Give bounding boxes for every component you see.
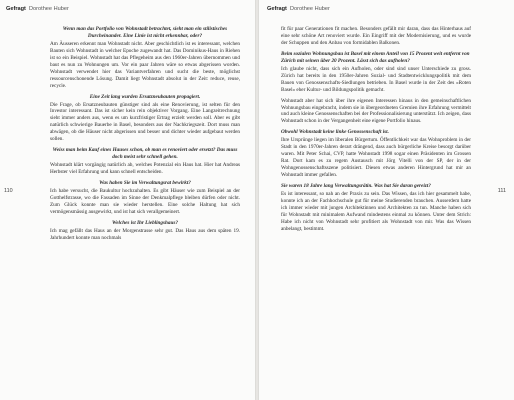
- answer-paragraph: fit für paar Generationen fit machen. Besonders gefällt mir daran, dass das Hinterhaus auf eine sehr schöne Art renoviert wurde. Ein Eingriff mit der Modernisierung, und es wurde der Schuppen und den Anbau von formidablen Balkonen.: [281, 26, 471, 46]
- answer-paragraph: Wohnstadt aber hat sich über ihre eigenen Interessen hinaus in den gemeinschaftlichen Wohnungsbau eingebracht, indem sie in übergeordneten Gremien ihre Erfahrung vermittelt und auch kleine Genossenschaften bei der Professionalisierung unterstützt. Ich zeigen, dass Wohnstadt schon in der Vergangenheit eine eigene Portfolio hinaus.: [281, 97, 471, 125]
- page-number-left: 110: [4, 188, 13, 194]
- page-number-right: 111: [497, 188, 506, 194]
- left-page: [0, 0, 255, 400]
- interview-question: Weiss man beim Kauf eines Hauses schon, ob man es renoviert oder ersetzt? Das muss doch meist sehr schnell gehen.: [52, 147, 238, 161]
- running-header-right: [267, 6, 330, 12]
- answer-paragraph: Ihre Ursprünge liegen im liberalen Bürgertum. Öffentlichkeit war das Wohnproblem in der Stadt in den 1970er-Jahren derart drängend, dass auch bürgerliche Kreise besorgt darüber waren. Mit Peter Schai, CVP, hatte Wohnstadt 1998 sogar einen Präsidenten im Grossen Rat. Dort kam es zu regem Austausch mit Jörg Vitelli von der SP, der in der Wohngenossenschaftsszene politisiert. Diesen etwas anderen Hintergrund hat mir an Wohnstadt immer gefallen.: [281, 137, 471, 179]
- answer-paragraph: Ich glaube nicht, dass sich ein Aufholen, oder sind sind unser Unterschiede zu gross. Zürich hat bereits in den 1950er-Jahren Sozial- und Stadtentwicklungspolitik mit dem Bauen von Genossenschafts-Siedlungen betrieben. In Basel wurde in der Zeit des «Roten Basel» eher Kultur- und Bildungspolitik gemacht.: [281, 65, 471, 93]
- text-column-right: [281, 26, 471, 237]
- interview-question: Eine Zeit lang wurden Ersatzneubauten propagiert.: [89, 93, 201, 100]
- answer-paragraph: Wohnstadt klärt vorgängig natürlich ab, welches Potenzial ein Haus hat. Hier hat Andreas Herbster viel Erfahrung und kann schnell entscheiden.: [50, 162, 240, 176]
- interview-question: Was haben Sie im Verwaltungsrat bewirkt?: [99, 180, 191, 187]
- text-column-left: [50, 26, 240, 246]
- right-page: [259, 0, 514, 400]
- header-section-label: Gefragt: [6, 6, 26, 12]
- interview-question: Beim sozialen Wohnungsbau ist Basel mit einem Anteil von 15 Prozent weit entfernt von Zürich mit seinen über 20 Prozent. Lässt sich das aufholen?: [281, 50, 470, 64]
- answer-paragraph: Die Frage, ob Ersatzneubauten günstiger sind als eine Renovierung, ist selten für den Investor interessant. Das ist sicher kein rein objektiver Vorgang. Eine Langzeitrechnung sieht immer anders aus, wenn es um kurzfristiger Ertrag erzielt werden soll. Aber es gibt natürlich schwierige Bauerbe in Basel, besonders aus der Nachkriegszeit. Dort muss man abwägen, ob die Häuser nicht abgerissen und besser und dichter wieder aufgebaut werden sollen.: [50, 101, 240, 143]
- header-author-name: Dorothee Huber: [29, 6, 69, 12]
- answer-paragraph: Ich mag gefällt das Haus an der Morgenstrasse sehr gut. Das Haus aus dem späten 19. Jahrhundert konnte man nochmals: [50, 227, 240, 241]
- header-author-name: Dorothee Huber: [290, 6, 330, 12]
- interview-question: Welches ist Ihr Lieblingshaus?: [111, 219, 179, 226]
- running-header-left: [6, 6, 69, 12]
- answer-paragraph: Es ist interessant, so nah an der Praxis zu sein. Das Wissen, das ich hier gesammelt habe, konnte ich an der Fachhochschule gut für meine Studierenden brauchen. Ausserdem hatte ich immer wieder mit jungen Architektinnen und Architekten zu tun. Manche haben sich für Wohnstadt mit minimalem Aufwand mindestens einmal zu können. Unter dem Strich: Habe ich nicht von Wohnstadt sehr profitiert als Wohnstadt von mir. Was das Wissen anbelangt, bestimmt.: [281, 191, 471, 232]
- answer-paragraph: Ich habe versucht, die Baukultur hochzuhalten. Es gibt Häuser wie zum Beispiel an der Gotthelfstrasse, wo die Fassaden im Sinne der Denkmalpflege bleiben dürfen oder nicht. Zum Glück konnte man sie wieder herstellen. Eine solche Haltung hat sich vermögensmässig ausgewirkt, und ist hat sich verallgemeinert.: [50, 188, 240, 215]
- answer-paragraph: Am Äusseren erkennt man Wohnstadt nicht. Aber geschichtlich ist es interessant, welchen Bauten sich Wohnstadt in welcher Epoche zugewandt hat. Das Dominikus-Haus in Riehen ist so ein Beispiel. Wohnstadt hat das Pflegeheim aus den 1960er-Jahren übernommen und baut es nun zu Wohnungen um. Vor ein paar Jahren wäre so etwas abgerissen worden. Wohnstadt verwendet hier das Variantverfahren und sucht die beste, möglichst ressourcenschonende Lösung. Damit liegt Wohnstadt absolut in der Zeit: reduce, reuse, recycle.: [50, 40, 240, 89]
- header-section-label: Gefragt: [267, 6, 287, 12]
- interview-question: Wenn man das Portfolio von Wohnstadt betrachtet, sieht man ein stilistisches Durcheinander. Eine Linie ist nicht erkennbar, oder?: [62, 26, 228, 39]
- interview-question: Obwohl Wohnstadt keine linke Genossenschaft ist.: [281, 129, 389, 136]
- interview-question: Sie waren 18 Jahre lang Verwaltungsrätin. Was hat Sie daran gereizt?: [281, 183, 431, 190]
